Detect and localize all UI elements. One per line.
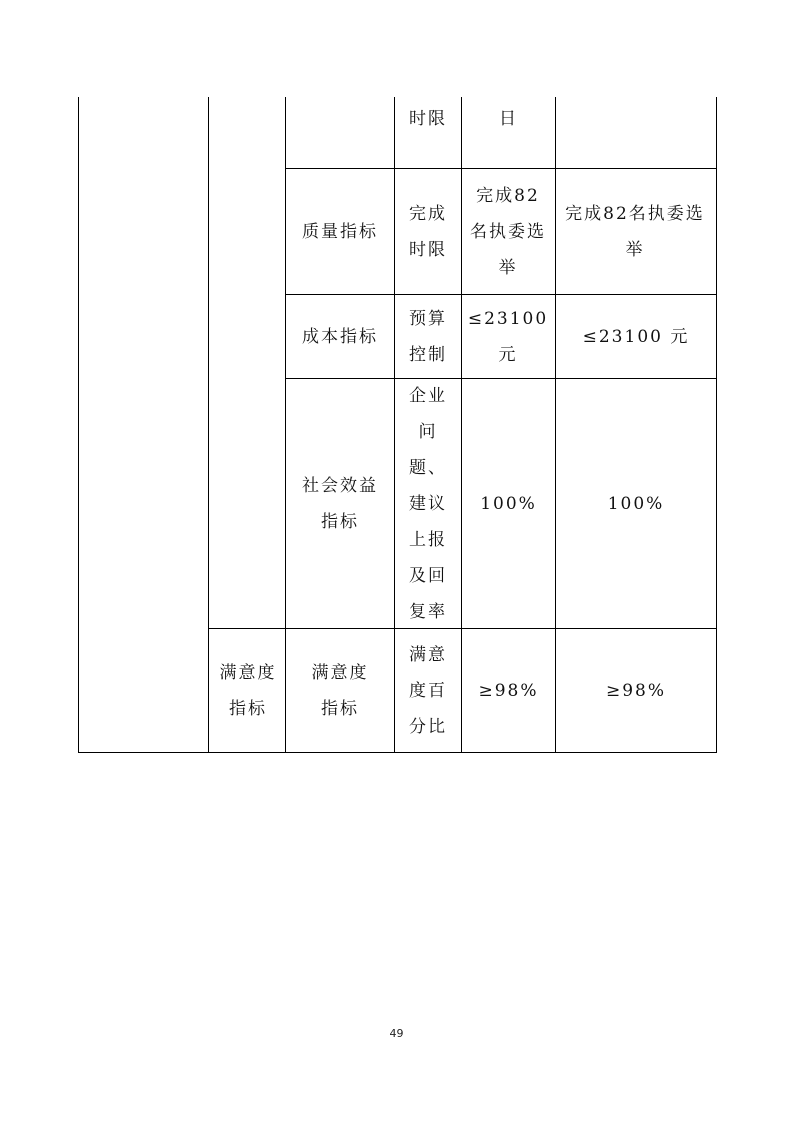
- table-divider-col3: [394, 97, 395, 753]
- actual-value-cell: ≤23100 元: [582, 327, 690, 347]
- target-value-cell: 日: [499, 109, 518, 129]
- table-border-left: [78, 97, 79, 753]
- indicator-cell: 预算控制: [409, 309, 447, 365]
- table-divider-col2: [285, 97, 286, 753]
- table-row-divider: [208, 628, 717, 629]
- indicator-cell: 完成时限: [409, 204, 447, 260]
- actual-value-cell: ≥98%: [605, 681, 667, 701]
- level3-indicator-cell: 成本指标: [302, 327, 378, 347]
- table-row-divider: [285, 294, 717, 295]
- table-row-divider: [285, 168, 717, 169]
- indicator-cell: 企业问题、建议上报及回复率: [409, 386, 447, 622]
- actual-value-cell: 完成82名执委选举: [565, 204, 705, 260]
- table-divider-col5: [555, 97, 556, 753]
- actual-value-cell: 100%: [607, 494, 665, 514]
- target-value-cell: ≤23100元: [467, 309, 549, 365]
- table-divider-col4: [461, 97, 462, 753]
- indicator-cell: 满意度百分比: [409, 645, 447, 737]
- actual-value-cell: [557, 97, 715, 168]
- target-value-cell: ≥98%: [478, 681, 539, 701]
- table-border-bottom: [78, 752, 717, 753]
- level3-indicator-cell: 满意度指标: [311, 663, 369, 719]
- page-number: 49: [389, 1027, 404, 1040]
- level3-indicator-cell: 质量指标: [302, 222, 378, 242]
- target-value-cell: 100%: [480, 494, 537, 514]
- table-row-divider: [285, 378, 717, 379]
- indicator-cell: 时限: [409, 109, 447, 129]
- level3-indicator-cell: 社会效益指标: [302, 476, 378, 532]
- table-border-right: [716, 97, 717, 753]
- table-divider-col1: [208, 97, 209, 753]
- target-value-cell: 完成82名执委选举: [470, 186, 546, 278]
- level2-indicator-cell: 满意度指标: [219, 663, 277, 719]
